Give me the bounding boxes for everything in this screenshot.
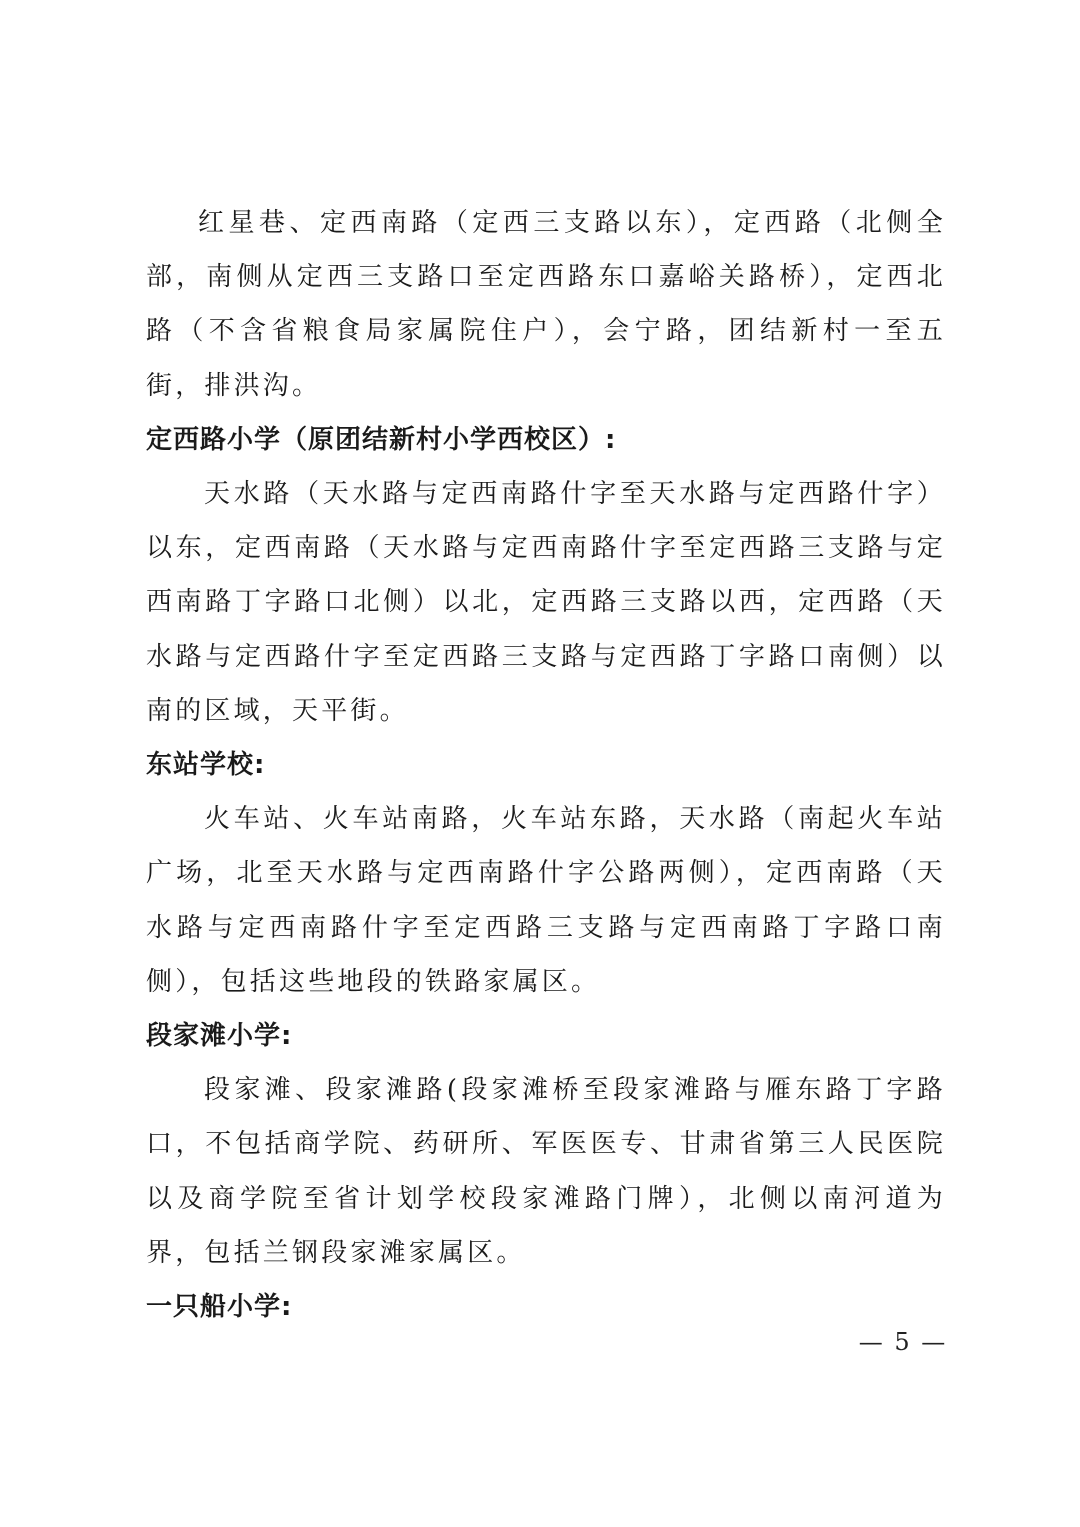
page-number: — 5 — [858,1328,948,1356]
paragraph-area-duanjiatan: 段家滩、段家滩路(段家滩桥至段家滩路与雁东路丁字路口，不包括商学院、药研所、军医医专、甘肃省第三人民医院以及商学院至省计划学校段家滩路门牌），北侧以南河道为界，包括兰钢段家滩家属区。 [146,1075,946,1268]
school-heading-duanjiatan: 段家滩小学: [146,1021,293,1052]
school-heading-dingxilu: 定西路小学（原团结新村小学西校区）: [146,424,617,455]
document-body [146,196,946,1334]
paragraph-area-dongzhan: 火车站、火车站南路，火车站东路，天水路（南起火车站广场，北至天水路与定西南路什字公路两侧），定西南路（天水路与定西南路什字至定西路三支路与定西南路丁字路口南侧），包括这些地段的铁路家属区。 [146,804,946,997]
school-heading-dongzhan: 东站学校: [146,750,266,781]
paragraph-area-dingxilu: 天水路（天水路与定西南路什字至天水路与定西路什字）以东，定西南路（天水路与定西南路什字至定西路三支路与定西南路丁字路口北侧）以北，定西路三支路以西，定西路（天水路与定西路什字至定西路三支路与定西路丁字路口南侧）以南的区域，天平街。 [146,479,946,726]
school-heading-yizhichuan: 一只船小学: [146,1292,293,1323]
paragraph-area-continuation: 红星巷、定西南路（定西三支路以东），定西路（北侧全部，南侧从定西三支路口至定西路东口嘉峪关路桥），定西北路（不含省粮食局家属院住户），会宁路，团结新村一至五街，排洪沟。 [146,208,946,401]
